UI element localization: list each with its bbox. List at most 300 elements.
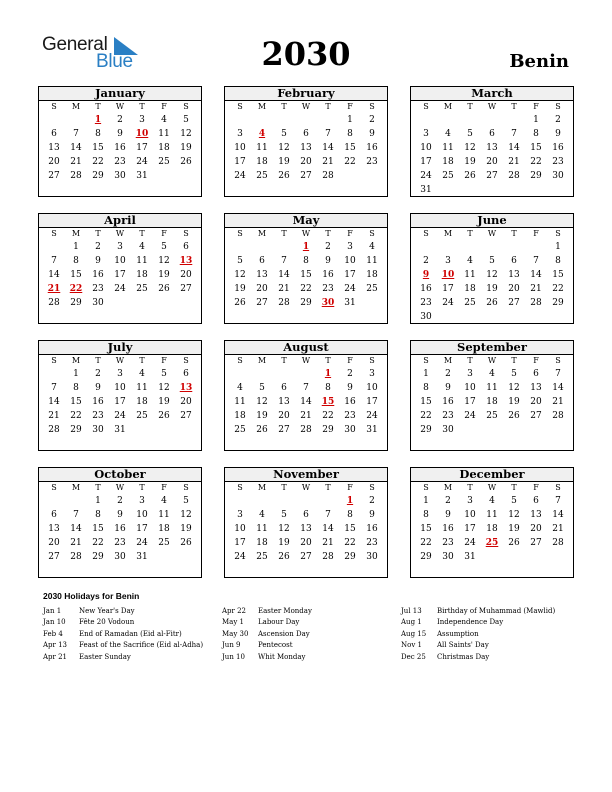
day-cell: 8	[533, 129, 539, 139]
empty-day-cell	[65, 113, 87, 127]
day-cell: 19	[508, 397, 520, 407]
month-days-grid	[225, 355, 387, 437]
day-cell: 6	[183, 242, 189, 252]
holiday-name: Pentecost	[258, 641, 293, 650]
month-days-grid	[411, 482, 573, 564]
day-cell: 25	[234, 425, 246, 435]
weekday-header: M	[443, 229, 453, 238]
day-cell: 1	[347, 115, 353, 125]
holiday-day-cell: 15	[321, 397, 335, 407]
holiday-name: Labour Day	[258, 618, 300, 627]
day-cell: 15	[344, 143, 356, 153]
holiday-name: Birthday of Muhammad (Mawlid)	[437, 607, 556, 615]
holiday-entry	[43, 629, 203, 640]
weekday-header: T	[95, 102, 101, 111]
day-cell: 10	[344, 256, 356, 266]
day-cell: 19	[278, 538, 290, 548]
day-cell: 20	[180, 397, 192, 407]
day-cell: 29	[530, 171, 542, 181]
weekday-header: S	[51, 102, 57, 111]
day-cell: 23	[366, 538, 378, 548]
day-cell: 3	[139, 115, 145, 125]
weekday-header: M	[443, 356, 453, 365]
empty-day-cell	[229, 367, 251, 381]
day-cell: 7	[555, 369, 561, 379]
day-cell: 5	[183, 115, 189, 125]
day-cell: 8	[95, 129, 101, 139]
day-cell: 23	[114, 538, 126, 548]
day-cell: 24	[442, 298, 454, 308]
day-cell: 31	[344, 298, 356, 308]
day-cell: 11	[442, 143, 454, 153]
holiday-entry	[43, 606, 203, 617]
holiday-entry	[401, 629, 555, 640]
weekday-header: T	[467, 483, 473, 492]
day-cell: 28	[300, 425, 312, 435]
day-cell: 11	[256, 524, 268, 534]
day-cell: 18	[136, 270, 148, 280]
day-cell: 9	[555, 129, 561, 139]
day-cell: 10	[136, 510, 148, 520]
day-cell: 14	[278, 270, 290, 280]
weekday-header: T	[325, 229, 331, 238]
holiday-date: Nov 1	[401, 641, 422, 650]
weekday-header: S	[423, 356, 429, 365]
day-cell: 6	[281, 383, 287, 393]
month-august	[224, 340, 388, 451]
day-cell: 4	[445, 129, 451, 139]
weekday-header: T	[139, 356, 145, 365]
day-cell: 15	[70, 397, 82, 407]
day-cell: 28	[552, 538, 564, 548]
day-cell: 25	[158, 538, 170, 548]
day-cell: 6	[51, 129, 57, 139]
day-cell: 22	[530, 157, 542, 167]
day-cell: 2	[369, 115, 375, 125]
day-cell: 24	[114, 284, 126, 294]
month-days-grid	[411, 228, 573, 324]
day-cell: 24	[114, 411, 126, 421]
day-cell: 19	[234, 284, 246, 294]
day-cell: 24	[344, 284, 356, 294]
holiday-date: Jun 9	[222, 641, 241, 650]
weekday-header: W	[115, 356, 125, 365]
holiday-date: Apr 21	[43, 652, 68, 661]
day-cell: 12	[158, 383, 170, 393]
empty-day-cell	[437, 240, 459, 254]
day-cell: 26	[234, 298, 246, 308]
day-cell: 15	[420, 397, 432, 407]
day-cell: 23	[366, 157, 378, 167]
weekday-header: S	[555, 483, 561, 492]
empty-day-cell	[251, 367, 273, 381]
day-cell: 16	[442, 524, 454, 534]
month-title: November	[225, 468, 387, 482]
day-cell: 15	[70, 270, 82, 280]
weekday-header: F	[347, 483, 353, 492]
day-cell: 15	[344, 524, 356, 534]
weekday-header: S	[555, 102, 561, 111]
day-cell: 15	[420, 524, 432, 534]
weekday-header: F	[161, 483, 167, 492]
day-cell: 16	[344, 397, 356, 407]
day-cell: 5	[489, 256, 495, 266]
day-cell: 18	[464, 284, 476, 294]
weekday-header: W	[487, 356, 497, 365]
weekday-header: M	[257, 102, 267, 111]
holiday-date: Feb 4	[43, 629, 63, 638]
day-cell: 12	[256, 397, 268, 407]
day-cell: 26	[158, 411, 170, 421]
holiday-name: Easter Sunday	[79, 652, 131, 661]
weekday-header: S	[423, 102, 429, 111]
day-cell: 29	[552, 298, 564, 308]
weekday-header: W	[301, 229, 311, 238]
weekday-header: W	[301, 102, 311, 111]
month-days-grid	[225, 101, 387, 183]
day-cell: 13	[530, 383, 542, 393]
day-cell: 17	[420, 157, 432, 167]
day-cell: 21	[322, 538, 334, 548]
day-cell: 21	[530, 284, 542, 294]
empty-day-cell	[459, 240, 481, 254]
month-title: August	[225, 341, 387, 355]
weekday-header: F	[533, 356, 539, 365]
day-cell: 12	[278, 143, 290, 153]
day-cell: 20	[300, 157, 312, 167]
day-cell: 10	[420, 143, 432, 153]
day-cell: 19	[180, 524, 192, 534]
day-cell: 8	[423, 383, 429, 393]
weekday-header: M	[71, 102, 81, 111]
day-cell: 19	[486, 284, 498, 294]
day-cell: 9	[95, 256, 101, 266]
day-cell: 26	[180, 538, 192, 548]
day-cell: 2	[95, 369, 101, 379]
holiday-day-cell: 13	[179, 383, 193, 393]
day-cell: 23	[442, 411, 454, 421]
day-cell: 8	[347, 129, 353, 139]
day-cell: 11	[158, 510, 170, 520]
day-cell: 6	[533, 496, 539, 506]
weekday-header: F	[161, 229, 167, 238]
day-cell: 24	[136, 538, 148, 548]
weekday-header: T	[467, 102, 473, 111]
weekday-header: W	[115, 229, 125, 238]
day-cell: 29	[92, 171, 104, 181]
month-title: June	[411, 214, 573, 228]
month-days-grid	[225, 228, 387, 310]
day-cell: 23	[114, 157, 126, 167]
day-cell: 26	[486, 298, 498, 308]
empty-day-cell	[295, 113, 317, 127]
month-title: April	[39, 214, 201, 228]
weekday-header: M	[443, 483, 453, 492]
day-cell: 18	[158, 524, 170, 534]
weekday-header: T	[139, 102, 145, 111]
day-cell: 8	[73, 256, 79, 266]
weekday-header: S	[183, 102, 189, 111]
day-cell: 17	[442, 284, 454, 294]
weekday-header: M	[257, 229, 267, 238]
weekday-header: M	[71, 483, 81, 492]
day-cell: 16	[92, 397, 104, 407]
day-cell: 24	[136, 157, 148, 167]
weekday-header: T	[95, 483, 101, 492]
month-days-grid	[411, 101, 573, 197]
holiday-name: Fête 20 Vodoun	[79, 618, 135, 627]
day-cell: 23	[322, 284, 334, 294]
day-cell: 1	[423, 369, 429, 379]
weekday-header: W	[487, 102, 497, 111]
day-cell: 25	[158, 157, 170, 167]
day-cell: 12	[180, 510, 192, 520]
holiday-entry	[222, 606, 312, 617]
day-cell: 30	[420, 312, 432, 322]
empty-day-cell	[317, 494, 339, 508]
weekday-header: M	[257, 483, 267, 492]
holiday-column	[222, 606, 312, 663]
day-cell: 23	[420, 298, 432, 308]
day-cell: 19	[158, 397, 170, 407]
day-cell: 4	[489, 496, 495, 506]
day-cell: 7	[51, 383, 57, 393]
empty-day-cell	[229, 240, 251, 254]
weekday-header: T	[281, 356, 287, 365]
day-cell: 17	[464, 524, 476, 534]
month-october	[38, 467, 202, 578]
holiday-day-cell: 1	[94, 115, 102, 125]
day-cell: 3	[423, 129, 429, 139]
empty-day-cell	[459, 113, 481, 127]
holiday-name: Feast of the Sacrifice (Eid al-Adha)	[79, 641, 204, 650]
day-cell: 27	[486, 171, 498, 181]
weekday-header: W	[301, 356, 311, 365]
weekday-header: S	[237, 229, 243, 238]
weekday-header: T	[281, 102, 287, 111]
day-cell: 3	[347, 242, 353, 252]
day-cell: 14	[322, 524, 334, 534]
day-cell: 4	[161, 496, 167, 506]
weekday-header: W	[487, 229, 497, 238]
holiday-entry	[43, 652, 203, 663]
day-cell: 7	[73, 510, 79, 520]
day-cell: 6	[511, 256, 517, 266]
day-cell: 2	[445, 496, 451, 506]
day-cell: 3	[467, 369, 473, 379]
weekday-header: M	[257, 356, 267, 365]
day-cell: 13	[278, 397, 290, 407]
weekday-header: S	[555, 356, 561, 365]
weekday-header: F	[533, 229, 539, 238]
day-cell: 17	[366, 397, 378, 407]
month-may	[224, 213, 388, 324]
day-cell: 2	[369, 496, 375, 506]
holiday-date: Jan 1	[43, 607, 62, 615]
day-cell: 5	[467, 129, 473, 139]
holiday-date: Jul 13	[401, 607, 422, 615]
month-november	[224, 467, 388, 578]
day-cell: 23	[344, 411, 356, 421]
weekday-header: S	[51, 483, 57, 492]
day-cell: 16	[552, 143, 564, 153]
day-cell: 29	[322, 425, 334, 435]
day-cell: 13	[508, 270, 520, 280]
day-cell: 8	[303, 256, 309, 266]
day-cell: 21	[70, 538, 82, 548]
holiday-name: New Year's Day	[79, 607, 135, 615]
day-cell: 6	[303, 510, 309, 520]
day-cell: 20	[48, 157, 60, 167]
day-cell: 9	[369, 510, 375, 520]
day-cell: 31	[420, 185, 432, 195]
weekday-header: T	[511, 229, 517, 238]
day-cell: 14	[48, 270, 60, 280]
empty-day-cell	[251, 240, 273, 254]
day-cell: 2	[117, 115, 123, 125]
holiday-day-cell: 13	[179, 256, 193, 266]
weekday-header: S	[237, 483, 243, 492]
empty-day-cell	[273, 113, 295, 127]
day-cell: 6	[183, 369, 189, 379]
day-cell: 30	[114, 171, 126, 181]
day-cell: 12	[158, 256, 170, 266]
day-cell: 28	[530, 298, 542, 308]
weekday-header: S	[183, 483, 189, 492]
empty-day-cell	[503, 113, 525, 127]
day-cell: 2	[445, 369, 451, 379]
day-cell: 22	[344, 157, 356, 167]
day-cell: 18	[366, 270, 378, 280]
weekday-header: W	[115, 483, 125, 492]
day-cell: 9	[445, 383, 451, 393]
holiday-date: Jan 10	[43, 618, 66, 627]
day-cell: 5	[511, 496, 517, 506]
weekday-header: T	[511, 102, 517, 111]
weekday-header: T	[325, 483, 331, 492]
day-cell: 25	[256, 552, 268, 562]
weekday-header: S	[369, 356, 375, 365]
weekday-header: S	[183, 356, 189, 365]
day-cell: 29	[70, 425, 82, 435]
day-cell: 7	[511, 129, 517, 139]
day-cell: 30	[92, 298, 104, 308]
day-cell: 26	[158, 284, 170, 294]
weekday-header: F	[347, 356, 353, 365]
day-cell: 8	[325, 383, 331, 393]
empty-day-cell	[295, 494, 317, 508]
holiday-column	[43, 606, 203, 663]
day-cell: 20	[530, 397, 542, 407]
day-cell: 18	[256, 538, 268, 548]
day-cell: 11	[464, 270, 476, 280]
day-cell: 23	[92, 411, 104, 421]
day-cell: 8	[423, 510, 429, 520]
holiday-date: May 1	[222, 618, 244, 627]
day-cell: 30	[552, 171, 564, 181]
day-cell: 15	[92, 143, 104, 153]
day-cell: 27	[300, 171, 312, 181]
holiday-column	[401, 606, 555, 663]
day-cell: 11	[486, 510, 498, 520]
weekday-header: W	[301, 483, 311, 492]
weekday-header: T	[511, 483, 517, 492]
day-cell: 16	[366, 524, 378, 534]
weekday-header: S	[423, 229, 429, 238]
day-cell: 21	[552, 524, 564, 534]
holiday-entry	[401, 617, 555, 628]
weekday-header: F	[533, 483, 539, 492]
day-cell: 13	[48, 524, 60, 534]
holiday-name: Christmas Day	[437, 652, 490, 661]
day-cell: 23	[442, 538, 454, 548]
day-cell: 7	[303, 383, 309, 393]
day-cell: 18	[158, 143, 170, 153]
weekday-header: S	[555, 229, 561, 238]
day-cell: 16	[420, 284, 432, 294]
day-cell: 28	[322, 552, 334, 562]
day-cell: 23	[92, 284, 104, 294]
day-cell: 30	[344, 425, 356, 435]
day-cell: 21	[300, 411, 312, 421]
day-cell: 25	[366, 284, 378, 294]
day-cell: 25	[136, 411, 148, 421]
day-cell: 18	[136, 397, 148, 407]
holiday-name: Independence Day	[437, 618, 504, 627]
weekday-header: S	[369, 483, 375, 492]
month-days-grid	[39, 482, 201, 564]
day-cell: 29	[92, 552, 104, 562]
day-cell: 31	[136, 552, 148, 562]
day-cell: 20	[278, 411, 290, 421]
day-cell: 18	[256, 157, 268, 167]
day-cell: 14	[70, 524, 82, 534]
weekday-header: T	[467, 356, 473, 365]
country-name: Benin	[509, 51, 569, 72]
day-cell: 7	[73, 129, 79, 139]
month-days-grid	[39, 101, 201, 183]
day-cell: 3	[467, 496, 473, 506]
month-july	[38, 340, 202, 451]
day-cell: 24	[464, 538, 476, 548]
day-cell: 20	[530, 524, 542, 534]
day-cell: 5	[281, 129, 287, 139]
day-cell: 19	[180, 143, 192, 153]
holiday-entry	[222, 617, 312, 628]
weekday-header: F	[347, 229, 353, 238]
day-cell: 5	[237, 256, 243, 266]
empty-day-cell	[229, 494, 251, 508]
day-cell: 17	[114, 397, 126, 407]
day-cell: 14	[48, 397, 60, 407]
day-cell: 26	[508, 538, 520, 548]
day-cell: 21	[278, 284, 290, 294]
holiday-entry	[222, 652, 312, 663]
day-cell: 1	[73, 242, 79, 252]
day-cell: 13	[530, 510, 542, 520]
day-cell: 26	[278, 552, 290, 562]
day-cell: 29	[420, 552, 432, 562]
day-cell: 14	[552, 383, 564, 393]
day-cell: 1	[533, 115, 539, 125]
weekday-header: T	[467, 229, 473, 238]
holiday-name: Easter Monday	[258, 607, 312, 615]
month-title: September	[411, 341, 573, 355]
empty-day-cell	[273, 367, 295, 381]
day-cell: 2	[555, 115, 561, 125]
day-cell: 12	[508, 383, 520, 393]
day-cell: 27	[48, 552, 60, 562]
